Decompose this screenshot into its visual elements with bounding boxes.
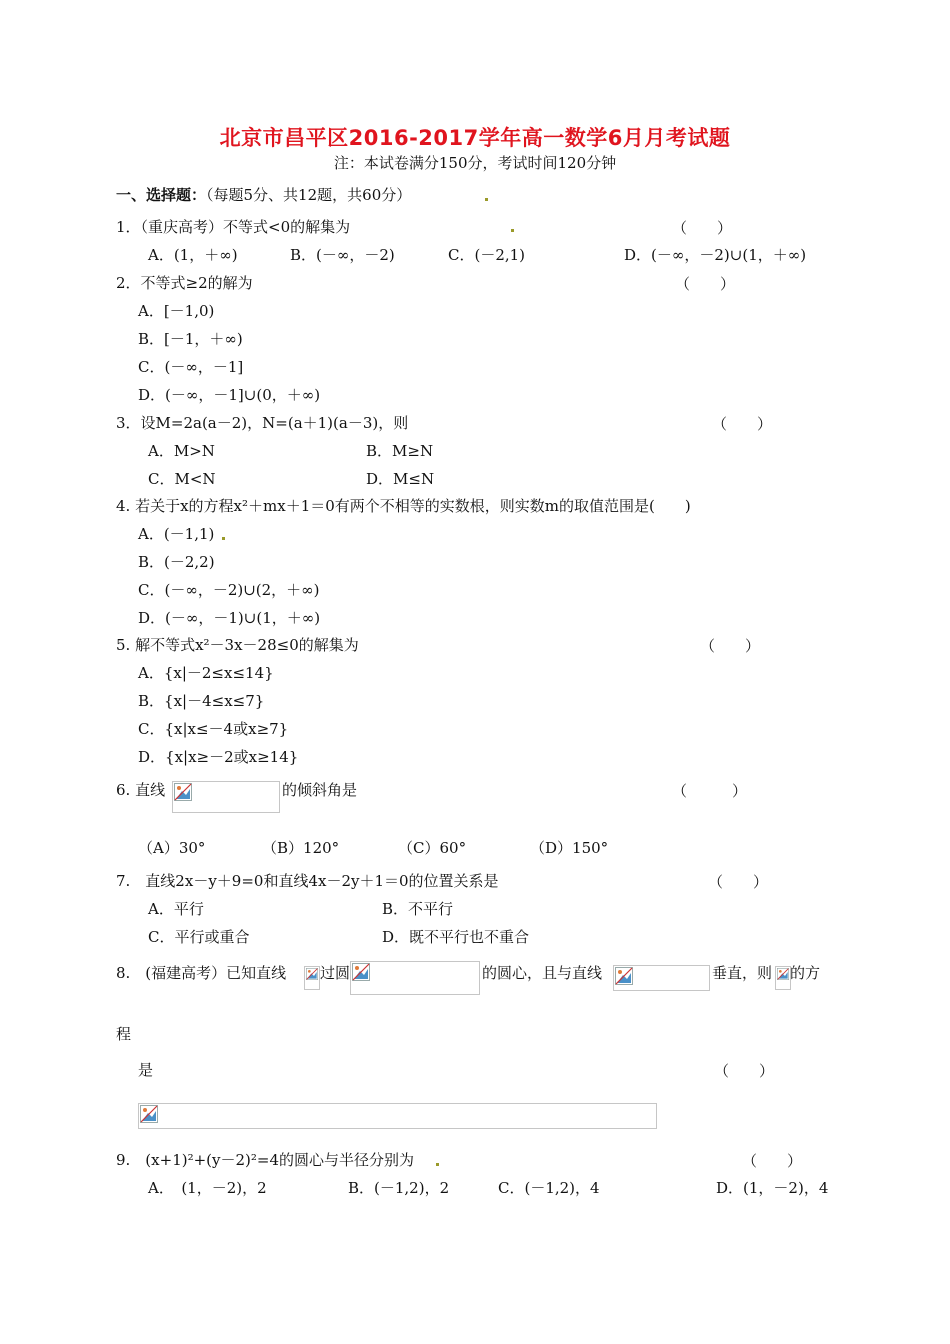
q8-part-2: 过圆 [320,964,351,982]
broken-image-icon [140,1105,158,1123]
q6-answer-blank: （ ） [672,782,748,800]
q4-option-c: C．(－∞，－2)∪(2，＋∞) [138,581,320,599]
q3-option-a: A．M>N [148,442,215,460]
q9-stem: 9. (x+1)²+(y－2)²=4的圆心与半径分别为 [116,1151,415,1169]
q2-option-d: D．(－∞，－1]∪(0，＋∞) [138,386,321,404]
q8-part-3: 的圆心，且与直线 [482,964,603,982]
exam-title: 北京市昌平区2016-2017学年高一数学6月月考试题 [219,126,731,150]
q5-stem: 5. 解不等式x²－3x－28≤0的解集为 [116,636,359,654]
q3-answer-blank: （ ） [712,415,773,433]
q6-option-b: （B）120° [262,839,340,857]
q9-option-b: B．(－1,2)，2 [348,1179,450,1197]
q5-option-c: C．{x|x≤－4或x≥7} [138,720,289,738]
section-detail: （每题5分、共12题，共60分） [206,186,412,204]
broken-image-icon [352,963,370,981]
q1-stem: 1．（重庆高考）不等式<0的解集为 [116,218,351,236]
q5-option-b: B．{x|－4≤x≤7} [138,692,265,710]
q2-option-c: C．(－∞，－1] [138,358,244,376]
q6-option-c: （C）60° [398,839,467,857]
q7-option-a: A．平行 [148,900,204,918]
q7-option-c: C．平行或重合 [148,928,250,946]
q8-part-4: 垂直，则 [712,964,773,982]
q2-option-a: A．[－1,0) [138,302,215,320]
q5-option-a: A．{x|－2≤x≤14} [138,664,274,682]
q1-option-c: C．(－2,1) [448,246,526,264]
speck-mark [222,537,225,540]
q2-answer-blank: （ ） [675,275,736,293]
q9-answer-blank: （ ） [742,1152,803,1170]
q8-line-2: 程 [116,1025,132,1043]
broken-image-icon [777,968,789,980]
q8-part-1: 8. (福建高考）已知直线 [116,964,287,982]
q6-option-d: （D）150° [530,839,609,857]
q3-option-d: D．M≤N [366,470,435,488]
q8-part-5: 的方 [790,964,821,982]
broken-image-icon [615,967,633,985]
q6-option-a: （A）30° [138,839,206,857]
speck-mark [485,198,488,201]
q3-option-b: B．M≥N [366,442,434,460]
q1-option-d: D．(－∞，－2)∪(1，＋∞) [624,246,807,264]
q9-option-d: D．(1，－2)，4 [716,1179,829,1197]
q8-answer-blank: （ ） [714,1062,775,1080]
q7-stem: 7. 直线2x－y＋9=0和直线4x－2y＋1＝0的位置关系是 [116,872,499,890]
section-heading: 一、选择题： [116,186,207,204]
speck-mark [511,229,514,232]
q2-option-b: B．[－1，＋∞) [138,330,243,348]
q3-stem: 3．设M=2a(a－2)，N=(a＋1)(a－3)，则 [116,414,409,432]
q4-stem: 4. 若关于x的方程x²＋mx＋1＝0有两个不相等的实数根，则实数m的取值范围是( ) [116,497,691,515]
speck-mark [436,1163,439,1166]
q1-option-b: B．(－∞，－2) [290,246,395,264]
broken-image-icon [174,783,192,801]
q8-second-line-image [613,965,710,991]
section-heading-row [116,185,411,205]
exam-note: 注：本试卷满分150分，考试时间120分钟 [333,154,617,172]
q8-line-l-image [304,966,320,990]
q8-circle-equation-image [350,961,480,995]
q5-option-d: D．{x|x≥－2或x≥14} [138,748,299,766]
q8-line-l-image-2 [775,966,791,990]
q3-option-c: C．M<N [148,470,216,488]
q7-option-b: B．不平行 [382,900,454,918]
q8-options-image [138,1103,657,1129]
q4-option-d: D．(－∞，－1)∪(1，＋∞) [138,609,321,627]
q9-option-a: A． (1，－2)，2 [148,1179,267,1197]
q4-option-a: A．(－1,1) [138,525,215,543]
q6-line-equation-image [172,781,280,813]
q2-stem: 2．不等式≥2的解为 [116,274,253,292]
broken-image-icon [306,968,318,980]
q6-stem-before: 6. 直线 [116,781,166,799]
q9-option-c: C．(－1,2)，4 [498,1179,600,1197]
q4-option-b: B．(－2,2) [138,553,215,571]
q1-option-a: A．(1，＋∞) [148,246,238,264]
q1-answer-blank: （ ） [672,219,733,237]
q7-option-d: D．既不平行也不重合 [382,928,530,946]
q5-answer-blank: （ ） [700,637,761,655]
q6-stem-after: 的倾斜角是 [282,781,358,799]
q7-answer-blank: （ ） [708,873,769,891]
q8-line-3: 是 [138,1061,154,1079]
